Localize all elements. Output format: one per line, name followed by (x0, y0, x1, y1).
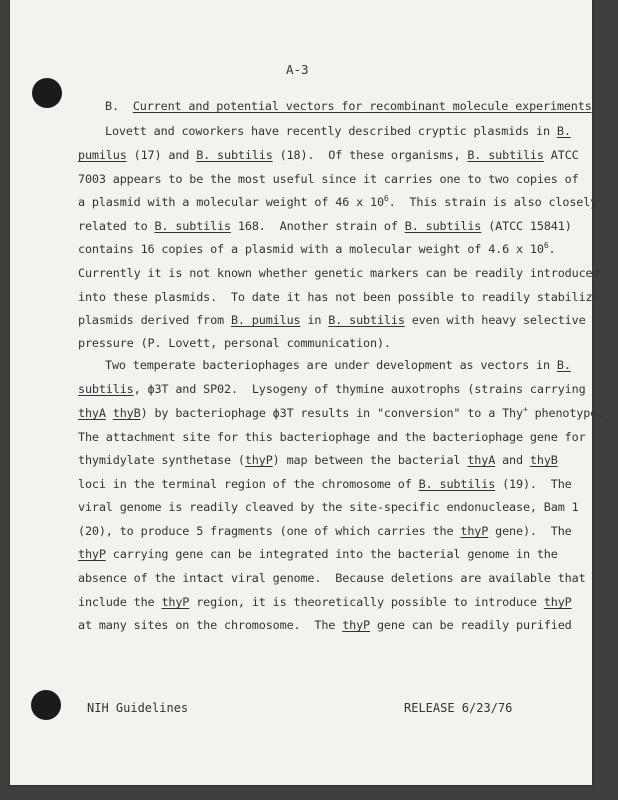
text-line: (20), to produce 5 fragments (one of which carries the thyP gene). The (78, 524, 572, 538)
page-number: A-3 (286, 62, 309, 77)
section-label: B. (105, 99, 119, 113)
text-line: at many sites on the chromosome. The thyP gene can be readily purified (78, 618, 572, 632)
text-line: thyP carrying gene can be integrated into the bacterial genome in the (78, 547, 558, 561)
text-line: pressure (P. Lovett, personal communication). (78, 336, 391, 350)
footer-release: RELEASE 6/23/76 (404, 701, 513, 715)
text-line: into these plasmids. To date it has not been possible to readily stabilize (78, 290, 600, 304)
text-line: contains 16 copies of a plasmid with a molecular weight of 4.6 x $10^6$. (78, 241, 556, 256)
text-line: include the thyP region, it is theoretically possible to introduce thyP (78, 595, 572, 609)
text-line: thymidylate synthetase (thyP) map between the bacterial thyA and thyB (78, 453, 558, 467)
text-line: Currently it is not known whether genetic markers can be readily introduced (78, 266, 600, 280)
text-line: The attachment site for this bacteriophage and the bacteriophage gene for (78, 430, 586, 444)
section-title: Current and potential vectors for recombinant molecule experiments (132, 99, 592, 113)
text-line: pumilus (17) and B. subtilis (18). Of these organisms, B. subtilis ATCC (78, 148, 579, 162)
text-line: plasmids derived from B. pumilus in B. subtilis even with heavy selective (78, 313, 586, 327)
text-line: thyA thyB) by bacteriophage ϕ3T results in "conversion" to a Thy+ phenotype. (78, 405, 605, 420)
text-line: 7003 appears to be the most useful since it carries one to two copies of (78, 172, 579, 186)
text-line: Lovett and coworkers have recently described cryptic plasmids in B. (105, 124, 571, 138)
text-line: absence of the intact viral genome. Because deletions are available that (78, 571, 586, 585)
punch-hole-bottom (31, 690, 61, 720)
text-line: Two temperate bacteriophages are under development as vectors in B. (105, 358, 571, 372)
text-line: loci in the terminal region of the chromosome of B. subtilis (19). The (78, 477, 572, 491)
text-line: related to B. subtilis 168. Another strain of B. subtilis (ATCC 15841) (78, 219, 572, 233)
text-line: subtilis, ϕ3T and SP02. Lysogeny of thymine auxotrophs (strains carrying (78, 382, 586, 396)
section-heading (105, 99, 592, 113)
text-line: a plasmid with a molecular weight of 46 x $10^6$. This strain is also closely (78, 194, 598, 209)
document-page (10, 0, 605, 785)
punch-hole-top (32, 78, 62, 108)
footer-left: NIH Guidelines (87, 701, 189, 715)
text-line: viral genome is readily cleaved by the site-specific endonuclease, Bam 1 (78, 500, 579, 514)
